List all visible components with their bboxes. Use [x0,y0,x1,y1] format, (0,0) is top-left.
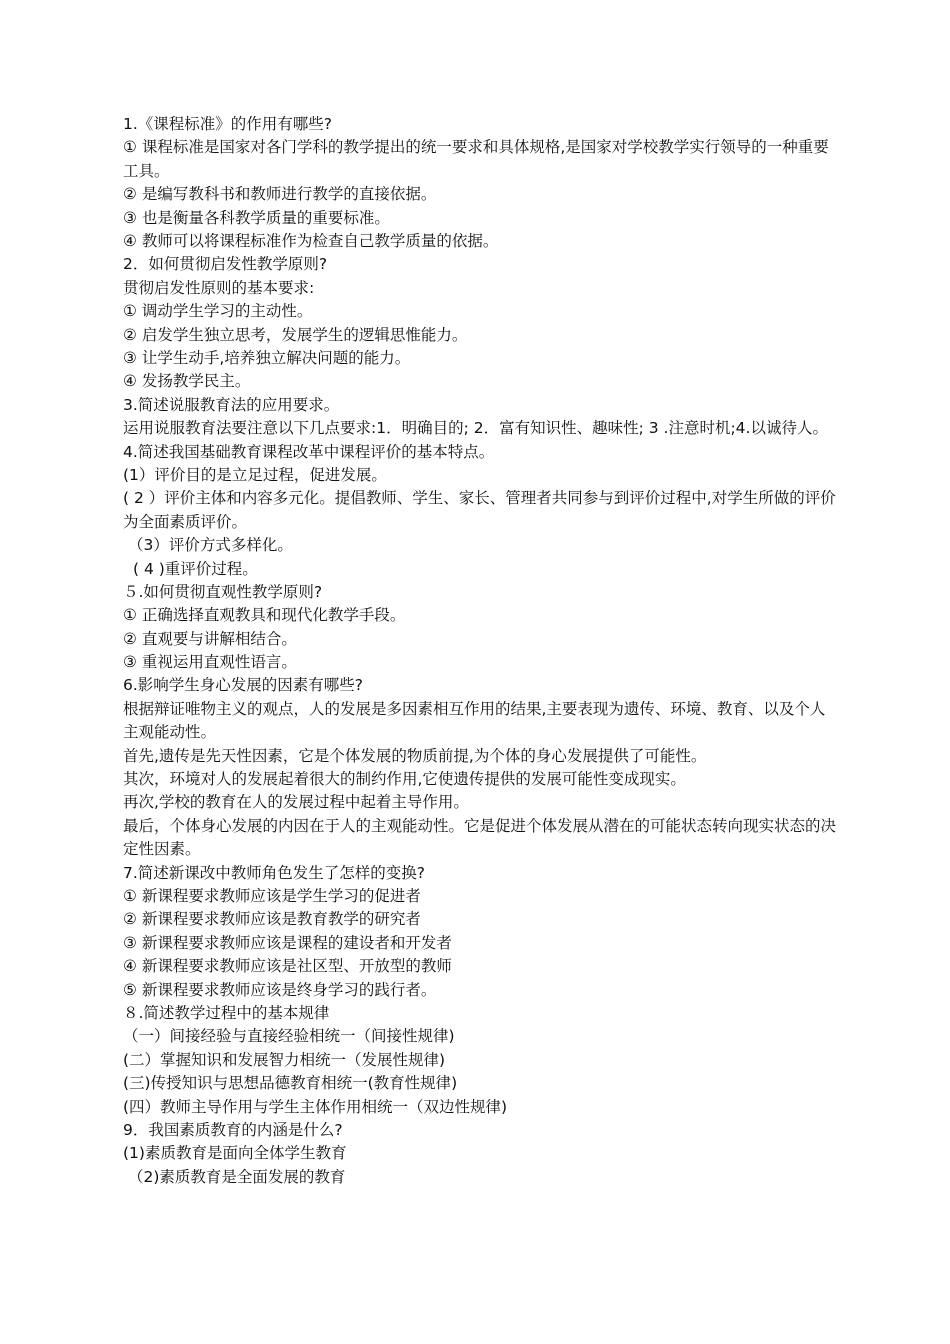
answer-4-point-2: ( 2 ）评价主体和内容多元化。提倡教师、学生、家长、管理者共同参与到评价过程中,对学生所做的评价为全面素质评价。 [123,489,836,531]
answer-4-point-3: （3）评价方式多样化。 [128,536,293,555]
answer-8-point-4: (四）教师主导作用与学生主体作用相统一（双边性规律) [123,1097,508,1116]
answer-4-point-1: (1）评价目的是立足过程，促进发展。 [123,465,387,484]
answer-3-text: 运用说服教育法要注意以下几点要求:1．明确目的; 2．富有知识性、趣味性; 3 .注意时机;4.以诚待人。 [123,419,828,438]
answer-7-point-3: ③ 新课程要求教师应该是课程的建设者和开发者 [123,933,452,952]
answer-6-first: 首先,遗传是先天性因素，它是个体发展的物质前提,为个体的身心发展提供了可能性。 [123,746,707,765]
question-7-heading: 7.简述新课改中教师角色发生了怎样的变换? [123,863,426,882]
answer-8-point-2: (二）掌握知识和发展智力相统一（发展性规律) [123,1050,446,1069]
answer-4-point-4: ( 4 )重评价过程。 [133,559,258,578]
answer-6-intro: 根据辩证唯物主义的观点，人的发展是多因素相互作用的结果,主要表现为遗传、环境、教育、以及个人主观能动性。 [123,699,826,742]
question-2-heading: 2．如何贯彻启发性教学原则? [123,255,328,274]
answer-1-point-1: ① 课程标准是国家对各门学科的教学提出的统一要求和具体规格,是国家对学校教学实行领导的一种重要工具。 [123,138,829,180]
answer-5-point-1: ① 正确选择直观教具和现代化教学手段。 [123,606,406,625]
question-1-heading: 1.《课程标准》的作用有哪些? [123,115,333,133]
answer-5-point-3: ③ 重视运用直观性语言。 [123,653,297,672]
answer-8-point-3: (三)传授知识与思想品德教育相统一(教育性规律) [123,1074,458,1093]
answer-2-intro: 贯彻启发性原则的基本要求: [123,278,315,297]
question-8-heading: ８.简述教学过程中的基本规律 [123,1003,330,1022]
answer-5-point-2: ② 直观要与讲解相结合。 [123,629,297,648]
answer-7-point-1: ① 新课程要求教师应该是学生学习的促进者 [123,887,421,906]
question-6-heading: 6.影响学生身心发展的因素有哪些? [123,676,364,695]
answer-2-point-3: ③ 让学生动手,培养独立解决问题的能力。 [123,348,411,367]
answer-7-point-5: ⑤ 新课程要求教师应该是终身学习的践行者。 [123,980,437,999]
question-9-heading: 9．我国素质教育的内涵是什么? [123,1120,343,1139]
answer-7-point-4: ④ 新课程要求教师应该是社区型、开放型的教师 [123,957,452,976]
answer-6-third: 再次,学校的教育在人的发展过程中起着主导作用。 [123,793,469,812]
document-page [123,113,838,1189]
answer-9-point-2: （2)素质教育是全面发展的教育 [128,1167,346,1186]
answer-2-point-4: ④ 发扬教学民主。 [123,372,251,391]
answer-1-point-4: ④ 教师可以将课程标准作为检查自己教学质量的依据。 [123,231,499,250]
answer-9-point-1: (1)素质教育是面向全体学生教育 [123,1144,347,1163]
answer-1-point-3: ③ 也是衡量各科教学质量的重要标准。 [123,208,390,227]
answer-6-second: 其次，环境对人的发展起着很大的制约作用,它使遗传提供的发展可能性变成现实。 [123,770,686,789]
answer-2-point-1: ① 调动学生学习的主动性。 [123,302,313,321]
answer-6-last: 最后，个体身心发展的内因在于人的主观能动性。它是促进个体发展从潜在的可能状态转向现实状态的决定性因素。 [123,816,837,859]
answer-2-point-2: ② 启发学生独立思考，发展学生的逻辑思惟能力。 [123,325,468,344]
question-3-heading: 3.简述说服教育法的应用要求。 [123,395,340,414]
question-5-heading: ５.如何贯彻直观性教学原则? [123,582,323,601]
question-4-heading: 4.简述我国基础教育课程改革中课程评价的基本特点。 [123,442,495,461]
answer-7-point-2: ② 新课程要求教师应该是教育教学的研究者 [123,910,421,929]
answer-8-point-1: （一）间接经验与直接经验相统一（间接性规律) [123,1027,455,1046]
answer-1-point-2: ② 是编写教科书和教师进行教学的直接依据。 [123,185,437,204]
